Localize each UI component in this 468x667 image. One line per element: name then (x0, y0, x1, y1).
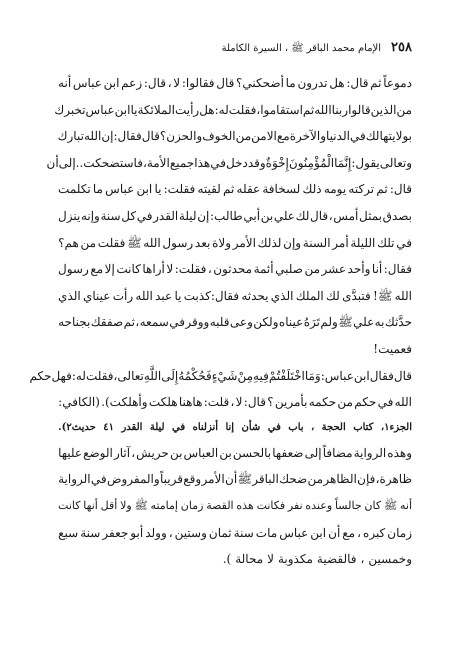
word: ثمان (208, 525, 232, 540)
word: ، (167, 76, 172, 90)
word: ﷺ (237, 472, 252, 487)
word: قال: (389, 182, 412, 197)
word: يا (130, 102, 138, 117)
word: أئمة (253, 262, 274, 277)
text-line (58, 336, 412, 363)
word: بالحسن (232, 445, 272, 460)
word: في (210, 155, 226, 170)
word: ليلة (149, 421, 165, 433)
word: له: (71, 368, 86, 383)
word: ربنا (331, 102, 349, 117)
word: أمس (333, 208, 359, 223)
word: قلبه (209, 315, 230, 330)
word: القدر (153, 208, 179, 223)
word: أنا (371, 262, 383, 277)
word: محدثون (213, 262, 253, 277)
word: عباس (279, 525, 309, 540)
word: عباس: (320, 368, 354, 383)
word: فقلت (85, 368, 114, 383)
word: ؟ (159, 129, 167, 144)
word: أنزلناه (192, 421, 219, 433)
word: صفقك (90, 315, 124, 330)
word: لا (235, 395, 243, 410)
word: الدنيا (326, 129, 350, 144)
word: ولكن (253, 315, 279, 330)
word: سنة (100, 208, 121, 223)
text-line (58, 440, 412, 467)
word: قالوا (348, 102, 371, 117)
word: إِلَى (161, 368, 179, 383)
word: ، (328, 208, 333, 223)
word: ، (142, 155, 147, 170)
word: ﷺ (383, 498, 398, 512)
word: بجناحه (58, 315, 91, 330)
word: بعد (194, 235, 211, 250)
word: يا (174, 288, 182, 303)
word: محالة (235, 552, 264, 567)
word: لقيته (197, 182, 221, 197)
word: الذين (370, 102, 397, 117)
word: زعم (121, 76, 143, 90)
word: فإن (357, 472, 376, 487)
word: بأمرين (274, 395, 308, 410)
word: لا (267, 552, 274, 567)
word: الله (83, 129, 102, 144)
word: حكم (354, 395, 377, 410)
word: هم؟ (58, 235, 79, 250)
word: أن (225, 472, 238, 487)
word: آثار (113, 445, 131, 460)
word: ابن (114, 102, 131, 117)
word: وخمسين (368, 552, 412, 567)
word: والآخرة (289, 129, 327, 144)
word: في (349, 129, 366, 144)
word: ضحك (279, 472, 308, 487)
word: الظاهر (323, 472, 357, 487)
word: يحدثه (241, 288, 269, 303)
word: يا (154, 182, 162, 197)
word: في (377, 395, 394, 410)
word: لا (166, 262, 174, 277)
word: مع (276, 129, 290, 144)
word: وإنه (80, 208, 100, 223)
word: الله (135, 288, 153, 303)
word: ابن (353, 368, 370, 383)
word: طالب: (210, 208, 243, 223)
word: الذي (270, 288, 294, 303)
word: أنها (83, 498, 98, 512)
word: كانت (116, 262, 141, 277)
word: تركته (348, 182, 375, 197)
word: زمان (180, 498, 204, 512)
word: فقال:كذبت (183, 288, 240, 303)
word: من (304, 262, 320, 277)
word: هاهنا (178, 395, 203, 410)
word: الليلة (350, 235, 376, 250)
word: عباس (72, 76, 102, 90)
word: أنه (399, 498, 412, 512)
word: ولم (320, 315, 338, 330)
word: تعالى، (113, 368, 144, 383)
text-line (58, 283, 412, 310)
running-title: الإمام محمد الباقر ﷺ ، السيرة الكاملة (221, 43, 382, 54)
word: فقال: (113, 129, 142, 144)
word: أضحكني؟ (236, 76, 284, 90)
word: علي (273, 208, 295, 223)
word: رسول (58, 262, 89, 277)
word: ﷺ (127, 235, 142, 250)
word: يومه (323, 182, 347, 197)
word: بن (260, 208, 274, 223)
word: العباس (183, 445, 219, 460)
word: ثم (123, 315, 135, 330)
word: إِنَّمَا (334, 155, 352, 170)
word: لا (173, 76, 181, 90)
word: قلت: (203, 395, 230, 410)
word: كل (121, 208, 137, 223)
word: ثم (370, 76, 382, 90)
word: ، (230, 395, 235, 410)
word: جعفر (102, 525, 129, 540)
word: فقالوا: (181, 76, 215, 90)
word: ، (135, 315, 140, 330)
word: عشر (321, 262, 347, 277)
word: رأيت (174, 102, 200, 117)
word: في (136, 208, 153, 223)
word: سمعه (139, 315, 169, 330)
word: من (396, 102, 412, 117)
word: ابن (136, 182, 153, 197)
word: كانت (58, 498, 81, 512)
word: حكمه (308, 395, 337, 410)
word: أن (328, 525, 341, 540)
text-line (58, 309, 412, 336)
page-number: ٢٥٨ (391, 40, 412, 55)
word: تدرون (297, 76, 328, 90)
page-header (58, 40, 412, 56)
word: دموعاً (383, 76, 412, 90)
word: جالساً (334, 498, 362, 512)
word: وتعالى (379, 155, 412, 170)
word: ، (131, 445, 136, 460)
word: حريش (136, 445, 169, 460)
word: ، (207, 262, 212, 277)
word: زمان (387, 525, 412, 540)
word: علي (353, 315, 375, 330)
word: وعنده (305, 498, 333, 512)
word: وأهلكت). (101, 395, 148, 410)
word: ﷺ (134, 498, 148, 512)
word: له: (214, 102, 229, 117)
word: فهل (51, 368, 72, 383)
word: ولاة (212, 235, 231, 250)
word: تخبرك (54, 102, 86, 117)
text-line (29, 363, 412, 390)
word: في (90, 472, 107, 487)
word: وأحد (347, 262, 371, 277)
text-line (58, 176, 412, 203)
word: وعى (229, 315, 253, 330)
word: من (80, 235, 97, 250)
word: قال: (346, 76, 369, 90)
word: تَرَهُ (303, 315, 320, 330)
word: بن (169, 445, 183, 460)
word: ؟ (267, 395, 274, 410)
word: قال: (143, 76, 166, 90)
word: (الكافي: (58, 395, 100, 410)
word: والمفروض (106, 472, 160, 487)
word: ٤١ (103, 421, 114, 433)
word: وإن (283, 235, 302, 250)
word: مع (342, 525, 356, 540)
word: لك (295, 208, 310, 223)
word: عقله (236, 182, 261, 197)
word: الْمُؤْمِنُونَ (288, 155, 335, 170)
word: هذه (236, 498, 254, 512)
word: إلا (104, 262, 115, 277)
word: أنه (58, 76, 72, 90)
word: ). (222, 552, 232, 567)
word: بصدق (382, 208, 412, 223)
word: تلك (377, 235, 395, 250)
word: ثم (302, 102, 315, 117)
word: قال (216, 76, 235, 90)
word: إلى (304, 445, 322, 460)
word: إلى (58, 155, 76, 170)
word: سنة (233, 525, 254, 540)
word: فكانت (256, 498, 286, 512)
word: كتاب (353, 421, 374, 433)
word: الوضع (83, 445, 113, 460)
word: حكم (29, 368, 52, 383)
word: في (267, 421, 281, 433)
word: لذلك (257, 235, 282, 250)
word: فقال: (383, 262, 412, 277)
word: الامن (251, 129, 277, 144)
word: من (235, 129, 252, 144)
word: في (396, 235, 412, 250)
word: ثم (223, 182, 235, 197)
word: إِخْوَةٌ (265, 155, 289, 170)
word: في (169, 315, 185, 330)
word: هل (329, 76, 345, 90)
word: هلكت (148, 395, 178, 410)
text-line (58, 520, 412, 547)
word: الله (143, 235, 161, 250)
word: عباس (105, 182, 135, 197)
word: وهذه (387, 445, 412, 460)
word: من (307, 472, 324, 487)
word: أبي (243, 208, 261, 223)
word: شَيْءٍ (211, 368, 238, 383)
word: ، (310, 421, 315, 433)
word: جميع (169, 155, 195, 170)
text-line (54, 97, 412, 124)
word: مضافاً (322, 445, 353, 460)
text-line (58, 466, 412, 493)
word: السنة (302, 235, 331, 250)
word: ذلك (302, 182, 322, 197)
source-citation-line (58, 416, 412, 440)
word: فتبدَّى (342, 288, 371, 303)
word: ابن (103, 76, 120, 90)
word: مكذوبة (277, 552, 313, 567)
word: القدر (121, 421, 143, 433)
word: في (172, 421, 186, 433)
word: إن (197, 208, 210, 223)
word: باب (288, 421, 304, 433)
word: ضعفها (272, 445, 304, 460)
word: أبو (130, 525, 144, 540)
word: الخوف (202, 129, 236, 144)
word: عيناي (83, 288, 111, 303)
word: فقلت (228, 102, 257, 117)
word: فالقضية (316, 552, 357, 567)
word: قال: (243, 395, 266, 410)
word: الله (394, 288, 412, 303)
word: من (337, 395, 353, 410)
word: ولا (120, 498, 132, 512)
word: لك (365, 129, 380, 144)
word: إمامته (150, 498, 178, 512)
word: صلبي (275, 262, 303, 277)
word: الملك (295, 288, 324, 303)
word: عباس (85, 102, 115, 117)
text-line (46, 150, 412, 177)
word: ما (285, 76, 296, 90)
word: قال (393, 368, 412, 383)
word: الملائكة (137, 102, 175, 117)
word: استقاموا (260, 102, 303, 117)
word: شأن (241, 421, 261, 433)
word: ليلة (178, 208, 197, 223)
word: فقلت: (174, 262, 207, 277)
text-line (58, 70, 412, 97)
word: هل (199, 102, 215, 117)
word: كان (364, 498, 382, 512)
word: الرواية (353, 445, 387, 460)
word: أن (46, 155, 59, 170)
word: ، (168, 525, 173, 540)
word: ظاهرة، (375, 472, 412, 487)
word: وستين (174, 525, 207, 540)
word: يقول: (351, 155, 380, 170)
text-line (58, 546, 412, 573)
word: حدَّثك (384, 315, 412, 330)
text-line (58, 493, 412, 520)
word: ﷺ (338, 315, 353, 330)
word: تكلمت (58, 182, 91, 197)
word: مِنْ (237, 368, 254, 383)
word: قال (310, 208, 329, 223)
word: والحزن (166, 129, 203, 144)
word: مع (90, 262, 104, 277)
word: ما (92, 182, 103, 197)
word: اخْتَلَفْتُمْ (268, 368, 305, 383)
text-line (58, 203, 412, 230)
text-line (58, 256, 412, 283)
word: وقد (247, 155, 266, 170)
word: ينزل (58, 208, 81, 223)
word: فَحُكْمُهُ (178, 368, 212, 383)
word: فعميت! (373, 341, 412, 356)
word: عليها (58, 445, 83, 460)
word: عبد (155, 288, 173, 303)
word: ، (357, 525, 362, 540)
word: بن (219, 445, 232, 460)
word: حديث٢). (58, 421, 96, 433)
word: فِيهِ (253, 368, 269, 383)
word: الجزء١، (380, 421, 412, 433)
word: هذا (194, 155, 211, 170)
word: ابن (310, 525, 327, 540)
word: قال (141, 129, 160, 144)
word: الأمر (232, 235, 256, 250)
word: دخل (225, 155, 248, 170)
word: عيناه (278, 315, 304, 330)
word: بمثل (359, 208, 382, 223)
word: قريباً (159, 472, 183, 487)
word: إن (101, 129, 114, 144)
word: فقال (369, 368, 394, 383)
word: أمر (332, 235, 349, 250)
word: الأمر (201, 472, 225, 487)
word: سنة (80, 525, 101, 540)
word: أراها (142, 262, 165, 277)
word: ، (256, 102, 261, 117)
word: ثم (376, 182, 388, 197)
word: الرواية (58, 472, 91, 487)
word: لسخافة (262, 182, 301, 197)
word: ووقر (185, 315, 210, 330)
word: رأت (112, 288, 134, 303)
word: اللَّهِ (143, 368, 162, 383)
text-line (58, 230, 412, 257)
word: الحجة (321, 421, 346, 433)
word: الباقر (252, 472, 279, 487)
word: الله (314, 102, 332, 117)
word: فقلت: (163, 182, 196, 197)
word: به (374, 315, 385, 330)
word: الأمة (146, 155, 170, 170)
word: كبره (363, 525, 386, 540)
word: بولايتها (379, 129, 412, 144)
word: أقل (100, 498, 118, 512)
word: لك (326, 288, 340, 303)
word: القصة (206, 498, 234, 512)
text-line (58, 123, 412, 150)
text-line (58, 389, 412, 416)
word: ﷺ! (373, 288, 393, 303)
word: مات (255, 525, 278, 540)
word: فقلت (97, 235, 126, 250)
word: فاستضحكت.. (75, 155, 143, 170)
word: وولد (145, 525, 167, 540)
word: تبارك (57, 129, 84, 144)
word: نفر (287, 498, 303, 512)
word: إنا (225, 421, 235, 433)
word: وقع (183, 472, 202, 487)
word: الذي (58, 288, 81, 303)
word: رسول (162, 235, 194, 250)
word: سبع (58, 525, 79, 540)
word: وَمَا (304, 368, 321, 383)
body-text (29, 70, 412, 573)
word: الله (394, 395, 412, 410)
word: ، (360, 552, 365, 567)
